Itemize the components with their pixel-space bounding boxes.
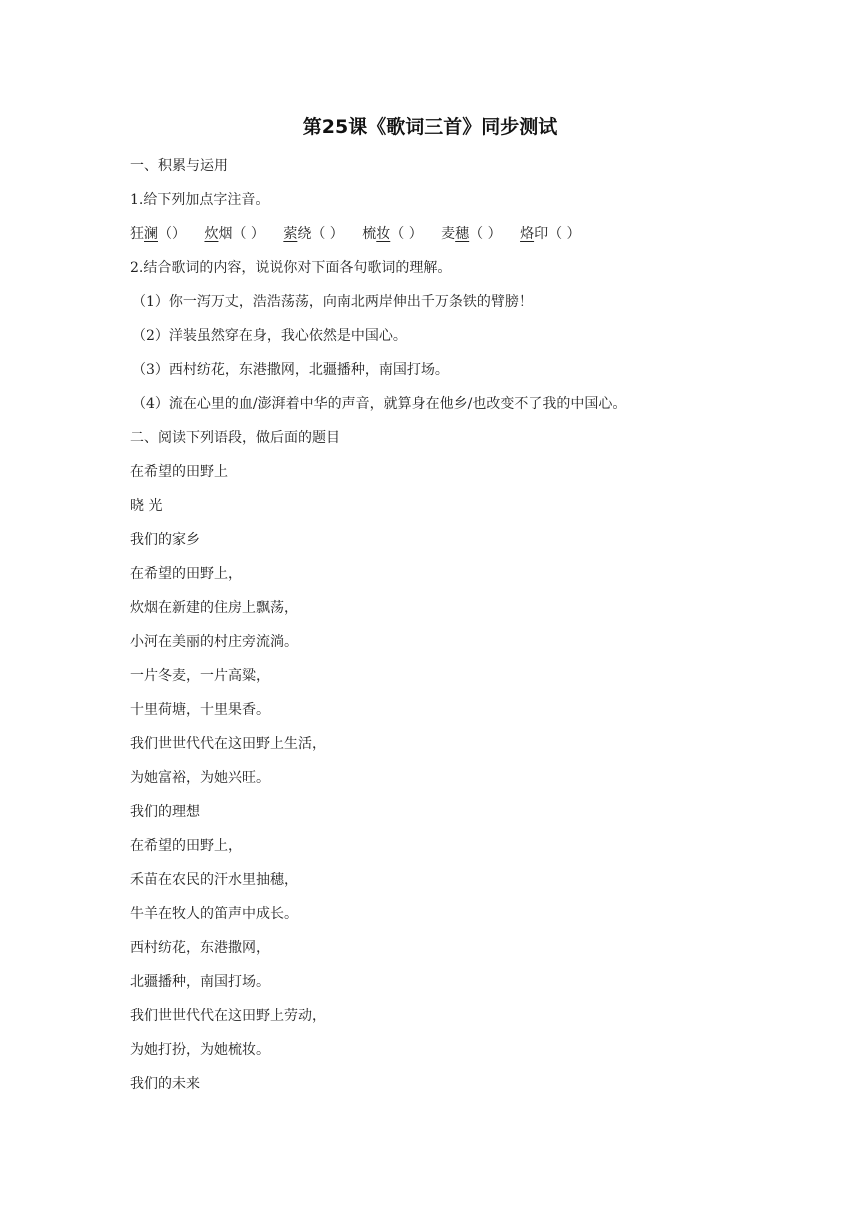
pinyin-item: 萦绕（ ）: [283, 226, 344, 242]
pinyin-item: 炊烟（ ）: [204, 226, 265, 242]
pinyin-row: [130, 222, 770, 256]
section-heading: 二、阅读下列语段，做后面的题目: [130, 430, 340, 446]
poem-line: 在希望的田野上，: [130, 838, 242, 854]
pinyin-item: 麦穗（ ）: [441, 226, 502, 242]
poem-line: 小河在美丽的村庄旁流淌。: [130, 634, 298, 650]
poem-line: 在希望的田野上，: [130, 566, 242, 582]
page-title: 第25课《歌词三首》同步测试: [302, 116, 558, 138]
poem-line: 禾苗在农民的汗水里抽穗，: [130, 872, 298, 888]
question-2-item: （2）洋装虽然穿在身，我心依然是中国心。: [132, 328, 407, 344]
poem-line: 我们世世代代在这田野上生活，: [130, 736, 326, 752]
question-2-item: （3）西村纺花，东港撒网，北疆播种，南国打场。: [132, 362, 449, 378]
poem-line: 晓 光: [130, 498, 163, 514]
question-2: 2.结合歌词的内容，说说你对下面各句歌词的理解。: [130, 260, 452, 276]
poem-line: 西村纺花，东港撒网，: [130, 940, 270, 956]
document-body: [130, 154, 770, 1106]
question-1: 1.给下列加点字注音。: [130, 192, 270, 208]
poem-line: 在希望的田野上: [130, 464, 228, 480]
poem-line: 为她富裕，为她兴旺。: [130, 770, 270, 786]
poem-line: 牛羊在牧人的笛声中成长。: [130, 906, 298, 922]
poem-line: 一片冬麦，一片高粱，: [130, 668, 270, 684]
pinyin-item: 梳妆（ ）: [362, 226, 423, 242]
poem-line: 我们的理想: [130, 804, 200, 820]
question-2-item: （1）你一泻万丈，浩浩荡荡，向南北两岸伸出千万条铁的臂膀！: [132, 294, 533, 310]
question-2-item: （4）流在心里的血/澎湃着中华的声音，就算身在他乡/也改变不了我的中国心。: [132, 396, 627, 412]
poem-line: 为她打扮，为她梳妆。: [130, 1042, 270, 1058]
poem-line: 我们世世代代在这田野上劳动，: [130, 1008, 326, 1024]
poem-line: 我们的未来: [130, 1076, 200, 1092]
pinyin-item: 狂澜（）: [130, 226, 186, 242]
poem-line: 北疆播种，南国打场。: [130, 974, 270, 990]
poem-line: 我们的家乡: [130, 532, 200, 548]
poem-line: 炊烟在新建的住房上飘荡，: [130, 600, 298, 616]
pinyin-item: 烙印（ ）: [520, 226, 581, 242]
section-heading: 一、积累与运用: [130, 158, 228, 174]
poem-line: 十里荷塘，十里果香。: [130, 702, 270, 718]
